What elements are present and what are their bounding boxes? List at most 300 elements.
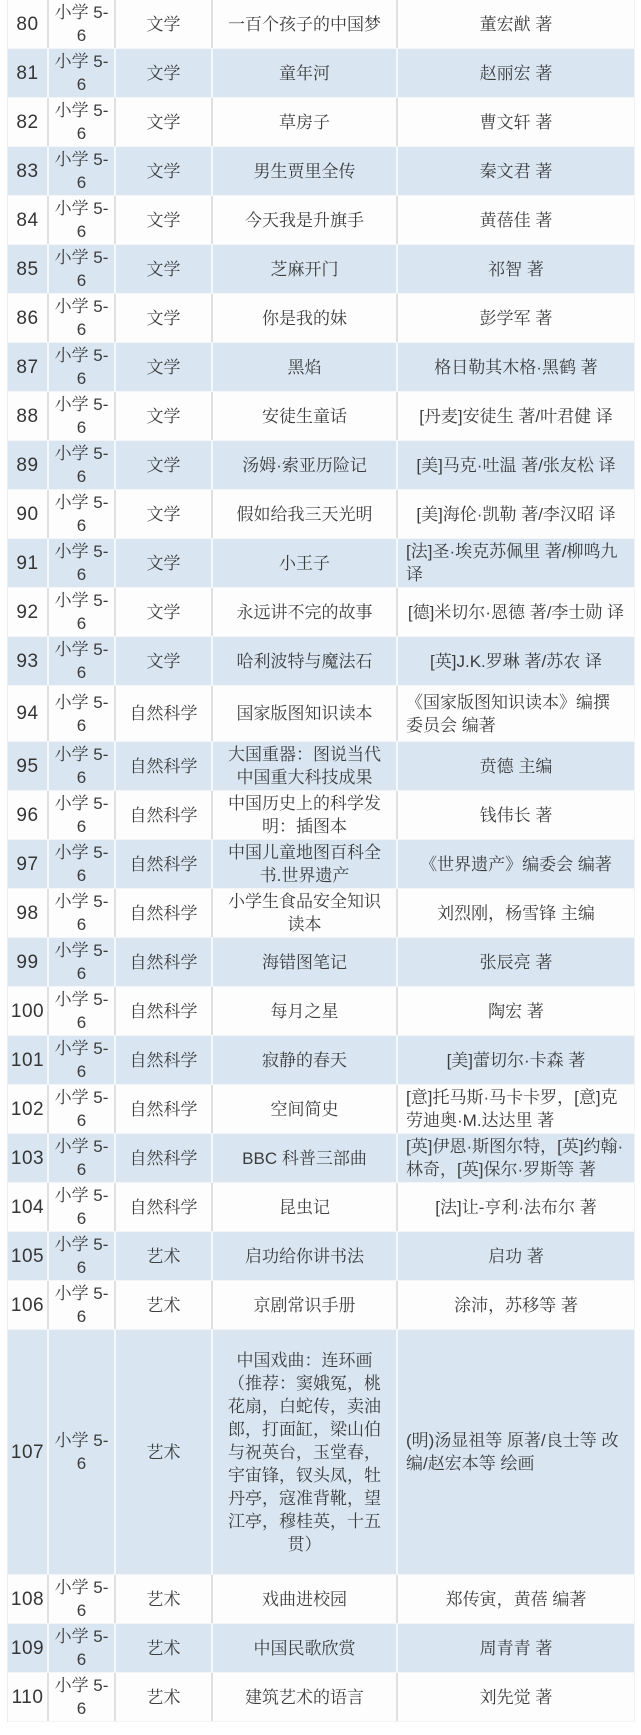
book-title-cell: [213, 196, 398, 244]
grade-cell: [49, 98, 116, 146]
author-label: [英]伊恩·斯图尔特，[英]约翰·林奇，[英]保尔·罗斯等 著: [406, 1137, 624, 1179]
grade-label: 小学 5-6: [54, 346, 109, 388]
author-label: 涂沛，苏移等 著: [454, 1295, 578, 1315]
table-row: [8, 1575, 634, 1624]
book-title-cell: [213, 98, 398, 146]
category-label: 艺术: [146, 1687, 181, 1707]
author-label: [美]海伦·凯勒 著/李汉昭 译: [416, 504, 616, 524]
category-label: 文学: [146, 63, 181, 83]
book-title: 中国戏曲：连环画 （推荐：窦娥冤，桃花扇，白蛇传，卖油郎，打面缸，梁山伯与祝英台，玉堂春，宇宙锋，钗头凤，牡丹亭，寇准背靴，望江亭，穆桂英，十五贯）: [228, 1350, 381, 1554]
grade-cell: [49, 588, 116, 636]
book-title-cell: [213, 490, 398, 538]
grade-cell: [49, 343, 116, 391]
category-label: 自然科学: [129, 704, 198, 723]
category-cell: [116, 987, 213, 1035]
author-label: 黄蓓佳 著: [479, 210, 553, 230]
book-title-cell: [213, 343, 398, 391]
book-title: 芝麻开门: [270, 259, 339, 279]
grade-label: 小学 5-6: [54, 990, 109, 1032]
author-label: 张辰亮 著: [479, 952, 553, 972]
author-label: [德]米切尔·恩德 著/李士勋 译: [407, 602, 625, 622]
row-number-cell: [8, 889, 49, 937]
category-label: 自然科学: [129, 1001, 198, 1021]
category-label: 文学: [146, 259, 181, 279]
category-cell: [116, 1183, 213, 1231]
grade-label: 小学 5-6: [54, 692, 109, 735]
author-cell: [398, 1134, 634, 1182]
book-title: BBC 科普三部曲: [242, 1148, 367, 1168]
author-label: 郑传寅，黄蓓 编著: [445, 1589, 587, 1609]
table-row: [8, 637, 634, 686]
author-label: 钱伟长 著: [479, 805, 553, 825]
book-title: 中国民歌欣赏: [253, 1638, 356, 1658]
row-number-cell: [8, 987, 49, 1035]
author-cell: [398, 1673, 634, 1721]
row-number-cell: [8, 294, 49, 342]
author-cell: [398, 490, 634, 538]
category-cell: [116, 686, 213, 741]
author-cell: [398, 1281, 634, 1329]
grade-cell: [49, 49, 116, 97]
row-number: 106: [10, 1294, 45, 1316]
grade-cell: [49, 889, 116, 937]
category-cell: [116, 98, 213, 146]
category-label: 自然科学: [129, 1197, 198, 1217]
author-cell: [398, 441, 634, 489]
author-cell: [398, 938, 634, 986]
row-number: 83: [16, 160, 39, 182]
reading-list-table: [7, 0, 635, 1722]
grade-label: 小学 5-6: [54, 199, 109, 241]
grade-cell: [49, 1281, 116, 1329]
grade-cell: [49, 294, 116, 342]
book-title: 大国重器：图说当代中国重大科技成果: [228, 745, 381, 787]
table-row: [8, 245, 634, 294]
table-row: [8, 889, 634, 938]
row-number: 99: [16, 951, 39, 973]
row-number-cell: [8, 637, 49, 685]
row-number-cell: [8, 938, 49, 986]
grade-label: 小学 5-6: [54, 297, 109, 339]
row-number-cell: [8, 1134, 49, 1182]
table-row: [8, 490, 634, 539]
table-row: [8, 1085, 634, 1134]
table-row: [8, 938, 634, 987]
author-cell: [398, 49, 634, 97]
book-title-cell: [213, 588, 398, 636]
author-cell: [398, 889, 634, 937]
book-title: 中国历史上的科学发明：插图本: [228, 794, 381, 836]
grade-label: 小学 5-6: [54, 843, 109, 885]
row-number-cell: [8, 490, 49, 538]
grade-cell: [49, 147, 116, 195]
author-label: [法]圣·埃克苏佩里 著/柳鸣九 译: [406, 542, 618, 584]
book-title-cell: [213, 441, 398, 489]
category-label: 自然科学: [129, 1050, 198, 1070]
book-title: 汤姆·索亚历险记: [242, 455, 367, 475]
category-cell: [116, 441, 213, 489]
book-title: 哈利波特与魔法石: [236, 651, 373, 671]
table-row: [8, 1281, 634, 1330]
category-label: 文学: [146, 406, 181, 426]
author-cell: [398, 1036, 634, 1084]
category-cell: [116, 588, 213, 636]
table-row: [8, 686, 634, 742]
category-label: 文学: [146, 14, 181, 34]
book-title: 国家版图知识读本: [236, 704, 373, 723]
author-label: 祁智 著: [488, 259, 544, 279]
author-label: 启功 著: [488, 1246, 544, 1266]
row-number: 82: [16, 111, 39, 133]
row-number: 88: [16, 405, 39, 427]
table-row: [8, 294, 634, 343]
book-title: 安徒生童话: [262, 406, 347, 426]
row-number: 97: [16, 853, 39, 875]
author-label: 格日勒其木格·黑鹤 著: [434, 357, 598, 377]
category-label: 文学: [146, 455, 181, 475]
category-label: 自然科学: [129, 1148, 198, 1168]
book-title-cell: [213, 1232, 398, 1280]
table-row: [8, 791, 634, 840]
grade-cell: [49, 196, 116, 244]
grade-cell: [49, 1183, 116, 1231]
grade-cell: [49, 1330, 116, 1574]
grade-label: 小学 5-6: [54, 542, 109, 584]
table-row: [8, 1624, 634, 1673]
author-cell: [398, 98, 634, 146]
row-number-cell: [8, 49, 49, 97]
author-cell: [398, 791, 634, 839]
category-cell: [116, 294, 213, 342]
book-title-cell: [213, 840, 398, 888]
row-number: 93: [16, 650, 39, 672]
category-cell: [116, 889, 213, 937]
category-label: 自然科学: [129, 756, 198, 776]
row-number: 95: [16, 755, 39, 777]
book-title: 京剧常识手册: [253, 1295, 356, 1315]
book-title-cell: [213, 1673, 398, 1721]
row-number: 91: [16, 552, 39, 574]
book-title: 空间简史: [270, 1099, 339, 1119]
category-cell: [116, 392, 213, 440]
author-cell: [398, 588, 634, 636]
row-number: 90: [16, 503, 39, 525]
category-cell: [116, 742, 213, 790]
table-row: [8, 840, 634, 889]
category-label: 艺术: [146, 1589, 181, 1609]
grade-cell: [49, 0, 116, 48]
category-label: 文学: [146, 602, 181, 622]
row-number: 87: [16, 356, 39, 378]
category-label: 文学: [146, 210, 181, 230]
row-number: 96: [16, 804, 39, 826]
row-number-cell: [8, 1624, 49, 1672]
row-number-cell: [8, 1673, 49, 1721]
category-label: 文学: [146, 357, 181, 377]
grade-cell: [49, 1673, 116, 1721]
row-number-cell: [8, 196, 49, 244]
grade-label: 小学 5-6: [54, 1627, 109, 1669]
category-cell: [116, 840, 213, 888]
row-number-cell: [8, 1281, 49, 1329]
grade-cell: [49, 1085, 116, 1133]
book-title-cell: [213, 147, 398, 195]
book-title: 童年河: [279, 63, 330, 83]
grade-label: 小学 5-6: [54, 101, 109, 143]
author-cell: [398, 1575, 634, 1623]
book-title: 建筑艺术的语言: [245, 1687, 364, 1707]
table-row: [8, 343, 634, 392]
row-number-cell: [8, 1330, 49, 1574]
row-number-cell: [8, 1085, 49, 1133]
row-number-cell: [8, 98, 49, 146]
grade-label: 小学 5-6: [54, 3, 109, 45]
row-number: 94: [16, 703, 39, 724]
category-cell: [116, 1330, 213, 1574]
category-label: 文学: [146, 553, 181, 573]
book-title-cell: [213, 392, 398, 440]
author-cell: [398, 245, 634, 293]
author-label: 赵丽宏 著: [479, 63, 553, 83]
book-title-cell: [213, 987, 398, 1035]
table-row: [8, 441, 634, 490]
row-number: 110: [11, 1686, 44, 1708]
category-cell: [116, 0, 213, 48]
grade-cell: [49, 686, 116, 741]
author-label: [意]托马斯·马卡卡罗，[意]克劳迪奥·M.达达里 著: [406, 1088, 618, 1130]
book-title: 你是我的妹: [262, 308, 347, 328]
author-cell: [398, 1183, 634, 1231]
author-label: [法]让-亨利·法布尔 著: [435, 1197, 597, 1217]
book-title: 小王子: [279, 553, 330, 573]
grade-cell: [49, 1232, 116, 1280]
grade-label: 小学 5-6: [54, 1088, 109, 1130]
book-title-cell: [213, 1085, 398, 1133]
category-label: 自然科学: [129, 903, 198, 923]
row-number-cell: [8, 539, 49, 587]
author-cell: [398, 392, 634, 440]
grade-label: 小学 5-6: [54, 794, 109, 836]
book-title: 小学生食品安全知识读本: [228, 892, 381, 934]
author-label: 秦文君 著: [479, 161, 553, 181]
category-cell: [116, 1673, 213, 1721]
row-number: 109: [10, 1637, 45, 1659]
book-title: 一百个孩子的中国梦: [228, 14, 381, 34]
grade-label: 小学 5-6: [54, 52, 109, 94]
book-title-cell: [213, 1281, 398, 1329]
grade-cell: [49, 742, 116, 790]
table-row: [8, 392, 634, 441]
table-row: [8, 1330, 634, 1575]
book-title: 昆虫记: [279, 1197, 330, 1217]
row-number-cell: [8, 588, 49, 636]
category-label: 艺术: [146, 1638, 181, 1658]
grade-cell: [49, 441, 116, 489]
row-number: 102: [10, 1098, 45, 1120]
book-title-cell: [213, 1134, 398, 1182]
author-label: 董宏猷 著: [479, 14, 553, 34]
grade-label: 小学 5-6: [54, 1431, 109, 1473]
category-label: 自然科学: [129, 854, 198, 874]
author-label: [美]蕾切尔·卡森 著: [446, 1050, 586, 1070]
table-row: [8, 1036, 634, 1085]
book-title-cell: [213, 1036, 398, 1084]
author-cell: [398, 294, 634, 342]
author-label: 《世界遗产》编委会 编著: [420, 854, 612, 874]
grade-cell: [49, 245, 116, 293]
category-label: 艺术: [146, 1295, 181, 1315]
category-cell: [116, 791, 213, 839]
grade-cell: [49, 1036, 116, 1084]
row-number: 92: [16, 601, 39, 623]
row-number: 103: [10, 1147, 45, 1169]
book-title-cell: [213, 245, 398, 293]
table-row: [8, 1673, 634, 1722]
author-label: 陶宏 著: [488, 1001, 544, 1021]
category-cell: [116, 1575, 213, 1623]
grade-cell: [49, 490, 116, 538]
category-cell: [116, 147, 213, 195]
author-label: 曹文轩 著: [479, 112, 553, 132]
grade-label: 小学 5-6: [54, 1578, 109, 1620]
book-title: 启功给你讲书法: [245, 1246, 364, 1266]
author-label: 周青青 著: [479, 1638, 553, 1658]
row-number: 89: [16, 454, 39, 476]
author-label: 贲德 主编: [479, 756, 553, 776]
category-cell: [116, 637, 213, 685]
row-number: 80: [16, 13, 39, 35]
row-number-cell: [8, 791, 49, 839]
grade-cell: [49, 1624, 116, 1672]
row-number: 101: [10, 1049, 45, 1071]
grade-label: 小学 5-6: [54, 1284, 109, 1326]
row-number: 81: [16, 62, 39, 84]
book-title-cell: [213, 1330, 398, 1574]
table-row: [8, 49, 634, 98]
row-number: 84: [16, 209, 39, 231]
author-cell: [398, 840, 634, 888]
grade-label: 小学 5-6: [54, 941, 109, 983]
author-label: 彭学军 著: [479, 308, 553, 328]
author-label: 刘先觉 著: [479, 1687, 553, 1707]
category-cell: [116, 343, 213, 391]
grade-label: 小学 5-6: [54, 1137, 109, 1179]
grade-cell: [49, 1575, 116, 1623]
book-title-cell: [213, 539, 398, 587]
table-row: [8, 1232, 634, 1281]
book-title: 假如给我三天光明: [236, 504, 373, 524]
book-title-cell: [213, 1624, 398, 1672]
book-title: 中国儿童地图百科全书.世界遗产: [228, 843, 381, 885]
table-row: [8, 588, 634, 637]
author-cell: [398, 1232, 634, 1280]
author-label: (明)汤显祖等 原著/良士等 改编/赵宏本等 绘画: [406, 1431, 619, 1473]
book-title: 每月之星: [270, 1001, 339, 1021]
table-row: [8, 742, 634, 791]
category-label: 自然科学: [129, 952, 198, 972]
author-cell: [398, 539, 634, 587]
table-row: [8, 1183, 634, 1232]
book-title-cell: [213, 637, 398, 685]
author-label: [美]马克·吐温 著/张友松 译: [416, 455, 616, 475]
category-cell: [116, 938, 213, 986]
table-row: [8, 98, 634, 147]
book-title: 男生贾里全传: [253, 161, 356, 181]
row-number-cell: [8, 392, 49, 440]
book-title: 戏曲进校园: [262, 1589, 347, 1609]
book-title: 黑焰: [287, 357, 322, 377]
grade-label: 小学 5-6: [54, 248, 109, 290]
book-title-cell: [213, 889, 398, 937]
category-label: 文学: [146, 308, 181, 328]
category-label: 文学: [146, 504, 181, 524]
category-cell: [116, 1134, 213, 1182]
book-title-cell: [213, 294, 398, 342]
category-label: 文学: [146, 112, 181, 132]
grade-label: 小学 5-6: [54, 640, 109, 682]
author-label: 《国家版图知识读本》编撰委员会 编著: [406, 692, 610, 735]
book-title: 海错图笔记: [262, 952, 347, 972]
category-label: 自然科学: [129, 1099, 198, 1119]
row-number: 98: [16, 902, 39, 924]
book-title: 永远讲不完的故事: [236, 602, 373, 622]
row-number-cell: [8, 1575, 49, 1623]
grade-label: 小学 5-6: [54, 745, 109, 787]
category-cell: [116, 539, 213, 587]
grade-cell: [49, 938, 116, 986]
row-number-cell: [8, 0, 49, 48]
category-cell: [116, 1085, 213, 1133]
grade-label: 小学 5-6: [54, 1039, 109, 1081]
row-number: 100: [10, 1000, 45, 1022]
row-number-cell: [8, 686, 49, 741]
grade-label: 小学 5-6: [54, 1186, 109, 1228]
category-label: 文学: [146, 651, 181, 671]
row-number-cell: [8, 1036, 49, 1084]
category-cell: [116, 1232, 213, 1280]
grade-label: 小学 5-6: [54, 493, 109, 535]
grade-label: 小学 5-6: [54, 1235, 109, 1277]
author-cell: [398, 1085, 634, 1133]
category-label: 文学: [146, 161, 181, 181]
author-cell: [398, 1624, 634, 1672]
author-label: 刘烈刚，杨雪锋 主编: [437, 903, 595, 923]
grade-cell: [49, 539, 116, 587]
category-label: 艺术: [146, 1442, 181, 1462]
table-row: [8, 987, 634, 1036]
author-cell: [398, 0, 634, 48]
table-row: [8, 196, 634, 245]
book-title: 寂静的春天: [262, 1050, 347, 1070]
category-cell: [116, 1281, 213, 1329]
row-number-cell: [8, 343, 49, 391]
row-number: 104: [10, 1196, 45, 1218]
row-number: 107: [10, 1441, 45, 1463]
row-number-cell: [8, 840, 49, 888]
author-label: [英]J.K.罗琳 著/苏农 译: [430, 651, 602, 671]
row-number-cell: [8, 441, 49, 489]
category-label: 自然科学: [129, 805, 198, 825]
category-cell: [116, 490, 213, 538]
grade-cell: [49, 637, 116, 685]
author-cell: [398, 147, 634, 195]
category-cell: [116, 49, 213, 97]
category-cell: [116, 1036, 213, 1084]
author-label: [丹麦]安徒生 著/叶君健 译: [419, 406, 613, 426]
author-cell: [398, 343, 634, 391]
row-number-cell: [8, 742, 49, 790]
row-number-cell: [8, 1183, 49, 1231]
